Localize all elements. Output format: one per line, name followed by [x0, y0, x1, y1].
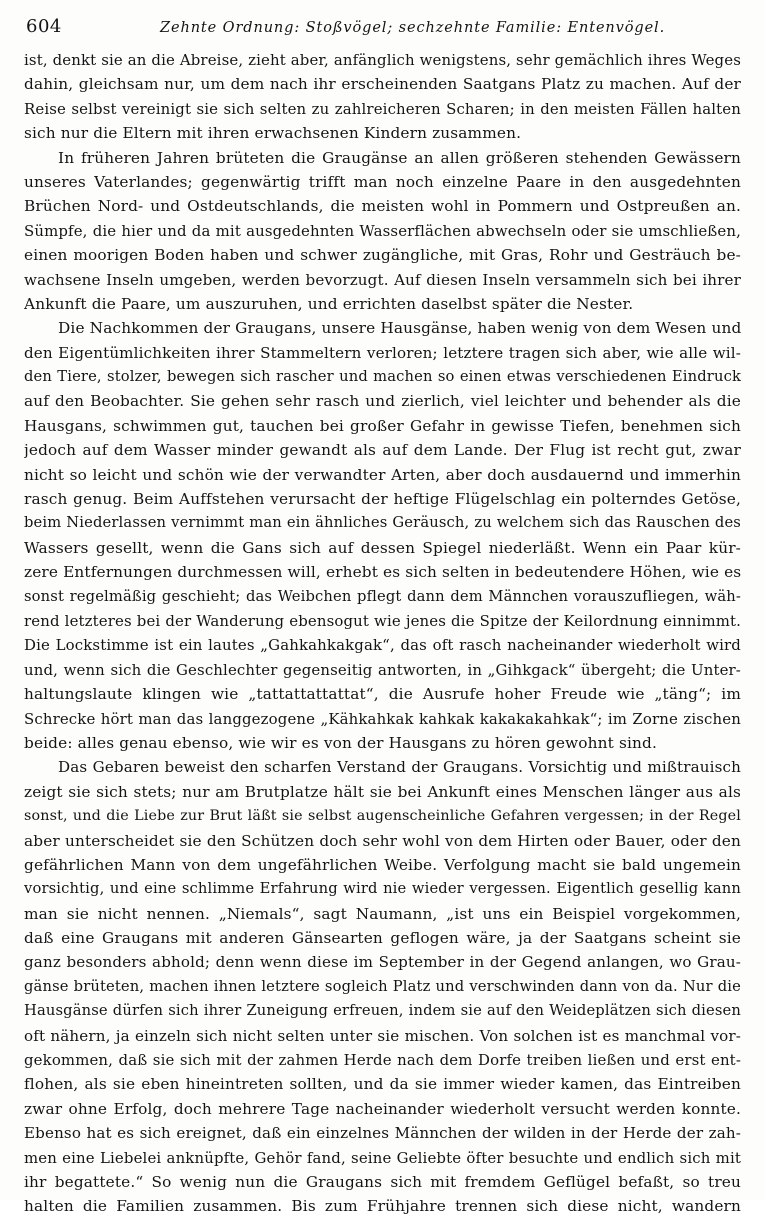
- text-line: zeigt sie sich stets; nur am Brutplatze hält sie bei Ankunft eines Menschen länger aus als: [24, 782, 741, 801]
- text-line: sonst regelmäßig geschieht; das Weibchen pflegt dann dem Männchen vorauszufliegen, wäh-: [24, 587, 741, 605]
- text-line: Schrecke hört man das langgezogene „Kähkahkak kahkak kakakakahkak“; im Zorne zischen: [24, 709, 741, 728]
- text-line: wachsene Inseln umgeben, werden bevorzugt. Auf diesen Inseln versammeln sich bei ihrer: [24, 270, 741, 289]
- text-line: men eine Liebelei anknüpfte, Gehör fand, seine Geliebte öfter besuchte und endlich sich mit: [24, 1148, 741, 1167]
- text-line: rend letzteres bei der Wanderung ebensogut wie jenes die Spitze der Keilordnung einnimmt.: [24, 611, 741, 630]
- text-line: rasch genug. Beim Auffstehen verursacht der heftige Flügelschlag ein polterndes Getöse,: [24, 490, 741, 509]
- text-line: den Tiere, stolzer, bewegen sich rascher und machen so einen etwas verschiedenen Eindruck: [24, 368, 741, 386]
- text-line: Wassers gesellt, wenn die Gans sich auf dessen Spiegel niederläßt. Wenn ein Paar kür-: [24, 538, 741, 557]
- text-line: Die Lockstimme ist ein lautes „Gahkahkakgak“, das oft rasch nacheinander wiederholt wird: [24, 636, 741, 655]
- text-line: gänse brüteten, machen ihnen letztere sogleich Platz und verschwinden dann von da. Nur die: [24, 977, 741, 995]
- text-line: und, wenn sich die Geschlechter gegenseitig antworten, in „Gihkgack“ übergeht; die Unter-: [24, 660, 741, 679]
- text-line: daß eine Graugans mit anderen Gänsearten geflogen wäre, ja der Saatgans scheint sie: [24, 929, 741, 948]
- text-line: ganz besonders abhold; denn wenn diese im September in der Gegend anlangen, wo Grau-: [24, 953, 741, 972]
- text-line: auf den Beobachter. Sie gehen sehr rasch und zierlich, viel leichter und behender als die: [24, 392, 741, 411]
- text-line: Die Nachkommen der Graugans, unsere Hausgänse, haben wenig von dem Wesen und: [58, 319, 741, 338]
- text-line: ist, denkt sie an die Abreise, zieht aber, anfänglich wenigstens, sehr gemächlich ihres Weges: [24, 51, 741, 69]
- text-line: aber unterscheidet sie den Schützen doch sehr wohl von dem Hirten oder Bauer, oder den: [24, 831, 741, 850]
- running-title: Zehnte Ordnung: Stoßvögel; sechzehnte Familie: Entenvögel.: [160, 20, 666, 36]
- paragraph: [24, 755, 741, 1218]
- text-line: oft nähern, ja einzeln sich nicht selten unter sie mischen. Von solchen ist es manchmal vor-: [24, 1026, 741, 1045]
- text-line: einen moorigen Boden haben und schwer zugängliche, mit Gras, Rohr und Gesträuch be-: [24, 246, 741, 265]
- text-line: flohen, als sie eben hineintreten sollten, und da sie immer wieder kamen, das Eintreiben: [24, 1075, 741, 1094]
- text-line: Ebenso hat es sich ereignet, daß ein einzelnes Männchen der wilden in der Herde der zah-: [24, 1124, 741, 1143]
- text-line: haltungslaute klingen wie „tattattattattat“, die Ausrufe hoher Freude wie „täng“; im: [24, 685, 741, 704]
- text-line: zwar ohne Erfolg, doch mehrere Tage nacheinander wiederholt versucht werden konnte.: [24, 1099, 741, 1118]
- text-line: nicht so leicht und schön wie der verwandter Arten, aber doch ausdauernd und immerhin: [24, 465, 741, 484]
- running-head: [26, 16, 739, 42]
- text-line: beim Niederlassen vernimmt man ein ähnliches Geräusch, zu welchem sich das Rauschen des: [24, 514, 741, 532]
- text-line: dahin, gleichsam nur, um dem nach ihr erscheinenden Saatgans Platz zu machen. Auf der: [24, 75, 741, 94]
- text-line: sonst, und die Liebe zur Brut läßt sie selbst augenscheinliche Gefahren vergessen; in der Regel: [24, 808, 741, 825]
- paragraph: [24, 146, 741, 317]
- text-line: Hausgans, schwimmen gut, tauchen bei großer Gefahr in gewisse Tiefen, benehmen sich: [24, 416, 741, 435]
- text-line: Das Gebaren beweist den scharfen Verstand der Graugans. Vorsichtig und mißtrauisch: [58, 758, 741, 777]
- text-line: Sümpfe, die hier und da mit ausgedehnten Wasserflächen abwechseln oder sie umschließen,: [24, 221, 741, 240]
- text-line: beide: alles genau ebenso, wie wir es von der Hausgans zu hören gewohnt sind.: [24, 733, 657, 752]
- text-line: halten die Familien zusammen. Bis zum Frühjahre trennen sich diese nicht, wandern: [24, 1197, 741, 1216]
- text-line: vorsichtig, und eine schlimme Erfahrung wird nie wieder vergessen. Eigentlich gesellig kann: [24, 880, 741, 898]
- page-number: 604: [26, 16, 62, 37]
- text-line: den Eigentümlichkeiten ihrer Stammeltern verloren; letztere tragen sich aber, wie alle wil-: [24, 343, 741, 362]
- text-line: Reise selbst vereinigt sie sich selten zu zahlreicheren Scharen; in den meisten Fällen halten: [24, 99, 741, 118]
- text-line: gekommen, daß sie sich mit der zahmen Herde nach dem Dorfe treiben ließen und erst ent-: [24, 1051, 741, 1070]
- text-line: zere Entfernungen durchmessen will, erhebt es sich selten in bedeutendere Höhen, wie es: [24, 563, 741, 582]
- text-line: Hausgänse dürfen sich ihrer Zuneigung erfreuen, indem sie auf den Weideplätzen sich diesen: [24, 1002, 741, 1020]
- body-text: [24, 48, 741, 1216]
- text-line: unseres Vaterlandes; gegenwärtig trifft man noch einzelne Paare in den ausgedehnten: [24, 172, 741, 191]
- text-line: Brüchen Nord- und Ostdeutschlands, die meisten wohl in Pommern und Ostpreußen an.: [24, 197, 741, 216]
- text-line: jedoch auf dem Wasser minder gewandt als auf dem Lande. Der Flug ist recht gut, zwar: [24, 441, 741, 460]
- text-line: In früheren Jahren brüteten die Graugänse an allen größeren stehenden Gewässern: [58, 148, 741, 167]
- text-line: sich nur die Eltern mit ihren erwachsenen Kindern zusammen.: [24, 124, 522, 143]
- paragraph: [24, 316, 741, 755]
- text-line: gefährlichen Mann von dem ungefährlichen Weibe. Verfolgung macht sie bald ungemein: [24, 855, 741, 874]
- text-line: Ankunft die Paare, um auszuruhen, und errichten daselbst später die Nester.: [24, 294, 634, 313]
- paragraph: [24, 48, 741, 146]
- text-line: ihr begattete.“ So wenig nun die Graugans sich mit fremdem Geflügel befaßt, so treu: [24, 1172, 741, 1191]
- text-line: man sie nicht nennen. „Niemals“, sagt Naumann, „ist uns ein Beispiel vorgekommen,: [24, 904, 741, 923]
